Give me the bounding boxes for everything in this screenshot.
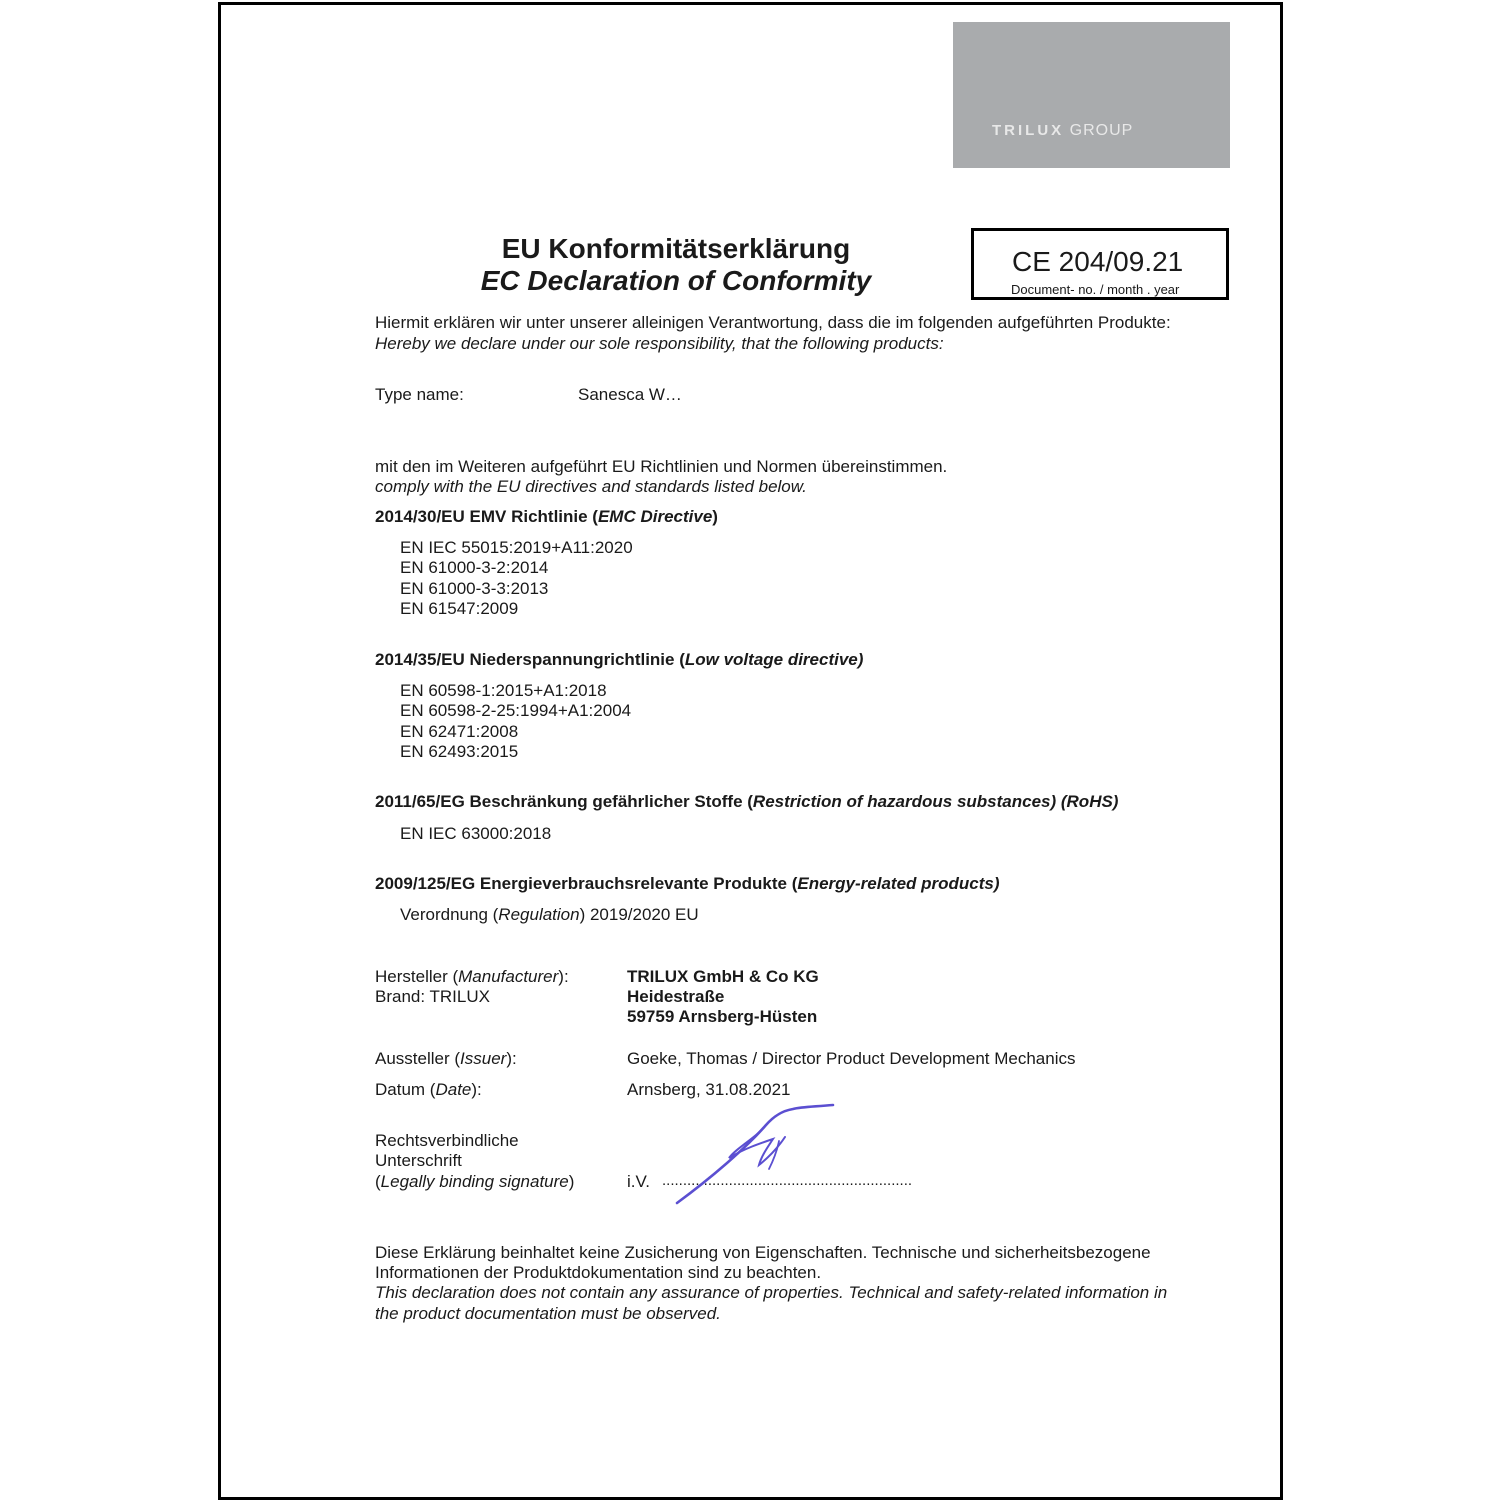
logo-text (992, 122, 1133, 140)
label-italic: Issuer (460, 1049, 507, 1068)
directive-code: 2014/35/EU Niederspannungrichtlinie ( (375, 650, 685, 669)
standard-item: EN 61000-3-3:2013 (400, 579, 549, 598)
comply-german: mit den im Weiteren aufgeführt EU Richtlinien und Normen übereinstimmen. (375, 457, 948, 476)
footer-english-2: the product documentation must be observed. (375, 1304, 721, 1323)
directive-name: Low voltage directive) (684, 650, 864, 669)
directive-name: Energy-related products) (797, 874, 1000, 893)
signature-dotted-line: ............................................................ (662, 1172, 913, 1189)
regulation-pre: Verordnung ( (400, 905, 499, 924)
footer-german-2: Informationen der Produktdokumentation sind zu beachten. (375, 1263, 822, 1282)
footer-german-1: Diese Erklärung beinhaltet keine Zusicherung von Eigenschaften. Technische und sicherheitsbezogene (375, 1243, 1151, 1262)
standard-item: EN 62493:2015 (400, 742, 519, 761)
comply-english: comply with the EU directives and standards listed below. (375, 477, 807, 496)
label-part: ) (568, 1172, 575, 1191)
directive-code: 2014/30/EU EMV Richtlinie ( (375, 507, 598, 526)
issuer-label (375, 1049, 517, 1069)
directive-heading (375, 792, 1118, 812)
intro-english: Hereby we declare under our sole responsibility, that the following products: (375, 334, 944, 353)
document-number-box (971, 228, 1229, 300)
type-name-label: Type name: (375, 385, 464, 404)
directive-heading (375, 507, 718, 527)
label-part: Aussteller ( (375, 1049, 461, 1068)
label-italic: Manufacturer (458, 967, 559, 986)
directive-heading (375, 650, 863, 670)
handwritten-signature (661, 1103, 841, 1213)
standard-item: EN 61547:2009 (400, 599, 519, 618)
label-italic: Legally binding signature (380, 1172, 569, 1191)
label-part: Hersteller ( (375, 967, 459, 986)
title-german: EU Konformitätserklärung (501, 233, 851, 264)
label-part: ): (471, 1080, 482, 1099)
logo-brand: TRILUX (992, 122, 1065, 139)
footer-english-1: This declaration does not contain any assurance of properties. Technical and safety-related information in (375, 1283, 1168, 1302)
trilux-logo (953, 22, 1230, 168)
signature-prefix: i.V. (627, 1172, 651, 1191)
signature-label-2: Unterschrift (375, 1151, 462, 1170)
manufacturer-label (375, 967, 569, 987)
manufacturer-street: Heidestraße (627, 987, 725, 1006)
issuer-value: Goeke, Thomas / Director Product Development Mechanics (627, 1049, 1076, 1068)
label-part: ( (375, 1172, 381, 1191)
standard-item: EN 60598-2-25:1994+A1:2004 (400, 701, 632, 720)
label-italic: Date (435, 1080, 472, 1099)
manufacturer-city: 59759 Arnsberg-Hüsten (627, 1007, 818, 1026)
standard-item: EN 61000-3-2:2014 (400, 558, 549, 577)
directive-heading (375, 874, 1000, 894)
document-number: CE 204/09.21 (1012, 246, 1184, 277)
standard-item: EN IEC 63000:2018 (400, 824, 552, 843)
signature-label-1: Rechtsverbindliche (375, 1131, 519, 1150)
standard-item: EN 60598-1:2015+A1:2018 (400, 681, 607, 700)
standard-item: EN 62471:2008 (400, 722, 519, 741)
directive-name: EMC Directive (597, 507, 713, 526)
regulation-italic: Regulation (498, 905, 580, 924)
directive-code: 2011/65/EG Beschränkung gefährlicher Stoffe ( (375, 792, 753, 811)
regulation-post: ) 2019/2020 EU (579, 905, 699, 924)
directive-name: Restriction of hazardous substances) (RoHS) (752, 792, 1119, 811)
label-part: ): (558, 967, 569, 986)
type-name-value: Sanesca W… (578, 385, 682, 404)
date-value: Arnsberg, 31.08.2021 (627, 1080, 791, 1099)
label-part: ): (506, 1049, 517, 1068)
standard-item: EN IEC 55015:2019+A11:2020 (400, 538, 633, 557)
intro-german: Hiermit erklären wir unter unserer alleinigen Verantwortung, dass die im folgenden aufgeführten Produkte: (375, 313, 1171, 332)
directive-code: 2009/125/EG Energieverbrauchsrelevante Produkte ( (375, 874, 798, 893)
brand-label: Brand: TRILUX (375, 987, 490, 1006)
document-page (218, 2, 1283, 1500)
label-part: Datum ( (375, 1080, 436, 1099)
document-number-label: Document- no. / month . year (1011, 282, 1180, 297)
signature-label-3 (375, 1172, 574, 1192)
date-label (375, 1080, 482, 1100)
title-english: EC Declaration of Conformity (480, 265, 872, 296)
manufacturer-name: TRILUX GmbH & Co KG (627, 967, 819, 986)
directive-close: ) (712, 507, 718, 526)
regulation-item (400, 905, 699, 925)
logo-group: GROUP (1069, 122, 1134, 139)
